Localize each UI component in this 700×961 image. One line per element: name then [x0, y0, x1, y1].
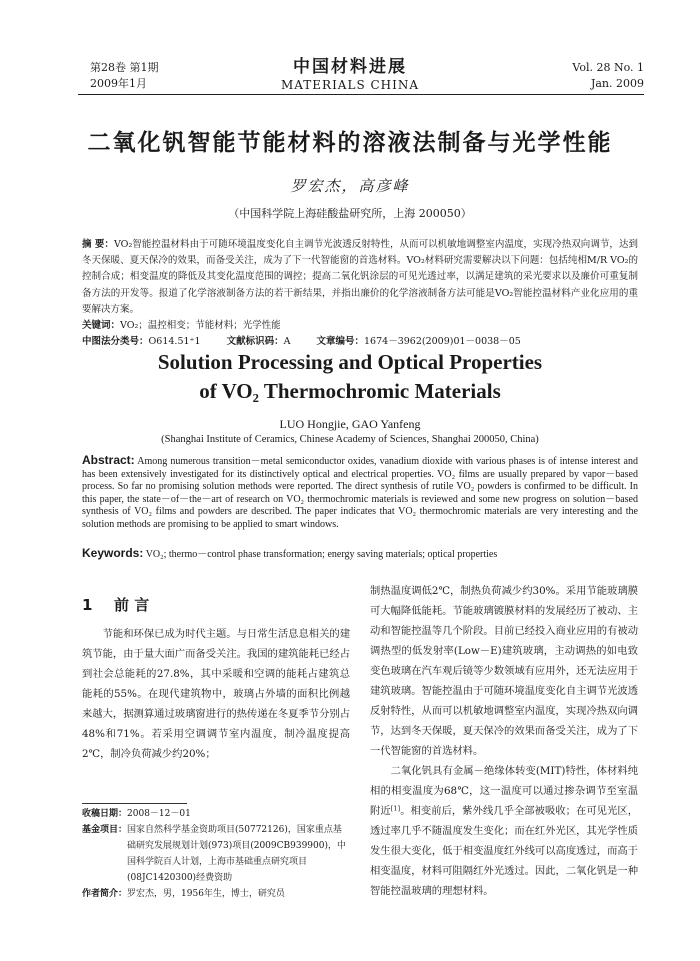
keywords-zh-label: 关键词： [82, 320, 121, 331]
author-label: 作者简介： [82, 889, 128, 899]
header-volume-info-en [572, 60, 644, 92]
received-date [82, 806, 350, 822]
keywords-en-label: Keywords: [82, 546, 144, 560]
authors-en: LUO Hongjie, GAO Yanfeng [279, 417, 421, 431]
body-column-left [82, 624, 350, 764]
author-value: 罗宏杰，男，1956年生，博士，研究员 [127, 889, 285, 899]
funding-value: 国家自然科学基金资助项目(50772126)，国家重点基础研究发展规划计划(973)项目(2009CB939900)，中国科学院百人计划，上海市基础重点研究项目(08JC1420300)经费资助 [127, 825, 347, 883]
year-month: 2009年1月 [90, 77, 147, 90]
abstract-zh-label: 摘 要： [82, 239, 114, 250]
doc-code-value: A [283, 336, 291, 347]
clc-value: O614.51⁺1 [148, 336, 201, 347]
volume-issue: 第28卷 第1期 [90, 61, 159, 74]
paragraph-text: 二氧化钒具有金属－绝缘体转变(MIT)特性，体材料纯相的相变温度为68℃，这一温度可以通过掺杂调节至室温附近 [370, 765, 638, 817]
funding-label: 基金项目： [82, 825, 128, 835]
abstract-en [82, 454, 638, 532]
paragraph [370, 761, 638, 901]
abstract-zh [82, 237, 638, 318]
keywords-en-text: VO₂; thermo－control phase transformation; energy saving materials; optical properties [145, 549, 498, 560]
title-en-line2: of VO₂ Thermochromic Materials [199, 379, 501, 403]
date-en: Jan. 2009 [590, 77, 644, 90]
paragraph-continued: 制热温度调低2℃，制热负荷减少约30%。采用节能玻璃膜可大幅降低能耗。节能玻璃镀膜材料的发展经历了被动、主动和智能控温等几个阶段。目前已经投入商业应用的有被动调热型的低发射率(Low－E)建筑玻璃，主动调热的如电致变色玻璃在汽车观后镜等少数领域有应用外，还无法应用于建筑玻璃。智能控温由于可随环境温度变化自主调节光波透反射特性，从而可以机敏地调整室内温度，实现冷热双向调节，达到冬天保暖，夏天保冷的效果而备受关注，成为了下一代智能窗的首选材料。 [370, 585, 638, 757]
funding-info [82, 822, 350, 886]
footnote [82, 806, 350, 902]
citation-ref: [1] [390, 804, 401, 813]
section-title: 前 言 [114, 596, 150, 614]
affiliation-en: (Shanghai Institute of Ceramics, Chinese Academy of Sciences, Shanghai 200050, China) [161, 434, 539, 445]
received-value: 2008－12－01 [127, 809, 191, 819]
title-en-line1: Solution Processing and Optical Properties [157, 350, 543, 374]
keywords-en [82, 545, 638, 560]
header-rule [78, 94, 644, 95]
vol-no-en: Vol. 28 No. 1 [572, 61, 644, 74]
abstract-en-label: Abstract: [82, 453, 135, 467]
affiliation-zh: （中国科学院上海硅酸盐研究所，上海 200050） [228, 207, 472, 220]
abstract-zh-text: VO₂智能控温材料由于可随环境温度变化自主调节光波透反射特性，从而可以机敏地调整室内温度，实现冷热双向调节，达到冬天保暖、夏天保冷的效果，而备受关注，成为了下一代智能窗的首选材料。VO₂材料研究需要解决以下问题：包括纯相M/R VO₂的控制合成；相变温度的降低及其变化温度范围的调控；提高二氧化钒涂层的可见光透过率，以满足建筑的采光要求以及廉价可重复制备方法的开发等。报道了化学溶液制备方法的若干新结果，并指出廉价的化学溶液制备方法可能是VO₂智能控温材料产业化应用的重要解决方案。 [82, 239, 638, 315]
article-no-value: 1674－3962(2009)01－0038－05 [364, 336, 521, 347]
article-no-label: 文章编号： [316, 336, 365, 347]
paragraph: 节能和环保已成为时代主题。与日常生活息息相关的建筑节能，由于量大面广而备受关注。我国的建筑能耗已经占到社会总能耗的27.8%，其中采暖和空调的能耗占建筑总能耗的55%。在现代建筑物中，玻璃占外墙的面积比例越来越大，据测算通过玻璃窗进行的热传递在冬夏季节分别占48%和71%。若采用空调调节室内温度，制冷温度提高2℃，制冷负荷减少约20%； [82, 628, 350, 760]
clc-label: 中图法分类号： [82, 336, 149, 347]
keywords-zh [82, 318, 638, 334]
paper-title-zh: 二氧化钒智能节能材料的溶液法制备与光学性能 [87, 130, 613, 156]
received-label: 收稿日期： [82, 809, 128, 819]
paper-title-en [0, 348, 700, 406]
abstract-en-text: Among numerous transition－metal semiconductor oxides, vanadium dioxide with various phases is of intense interest and has been extensively investigated for its distinctively optical and electrical properties. VO₂ films are usually prepared by vapor－based process. So far no promising solution methods were reported. The direct synthesis of rutile VO₂ powders is confirmed to be difficult. In this paper, the state－of－the－art of research on VO₂ thermochromic materials is reviewed and some new progress on solution－based synthesis of VO₂ films and powders are described. The paper indicates that VO₂ thermochromic materials are very interesting and the solution methods are promising to be applied to smart windows. [82, 456, 638, 530]
section-heading [82, 594, 350, 615]
paragraph-text: 。相变前后，紫外线几乎全部被吸收；在可见光区，透过率几乎不随温度发生变化；而在红外光区，其光学性质发生很大变化，低于相变温度红外线可以高度透过，而高于相变温度，材料可阻隔红外光透过。因此，二氧化钒是一种智能控温玻璃的理想材料。 [370, 805, 639, 897]
journal-name-zh: 中国材料进展 [293, 57, 407, 77]
footnote-rule [82, 803, 187, 804]
keywords-zh-text: VO₂；温控相变；节能材料；光学性能 [120, 320, 281, 331]
section-number: 1 [82, 596, 93, 614]
journal-name-en: MATERIALS CHINA [280, 78, 420, 92]
body-column-right [370, 581, 638, 901]
doc-code-label: 文献标识码： [226, 336, 284, 347]
authors-zh: 罗宏杰，高彦峰 [290, 177, 410, 195]
author-bio [82, 886, 350, 902]
